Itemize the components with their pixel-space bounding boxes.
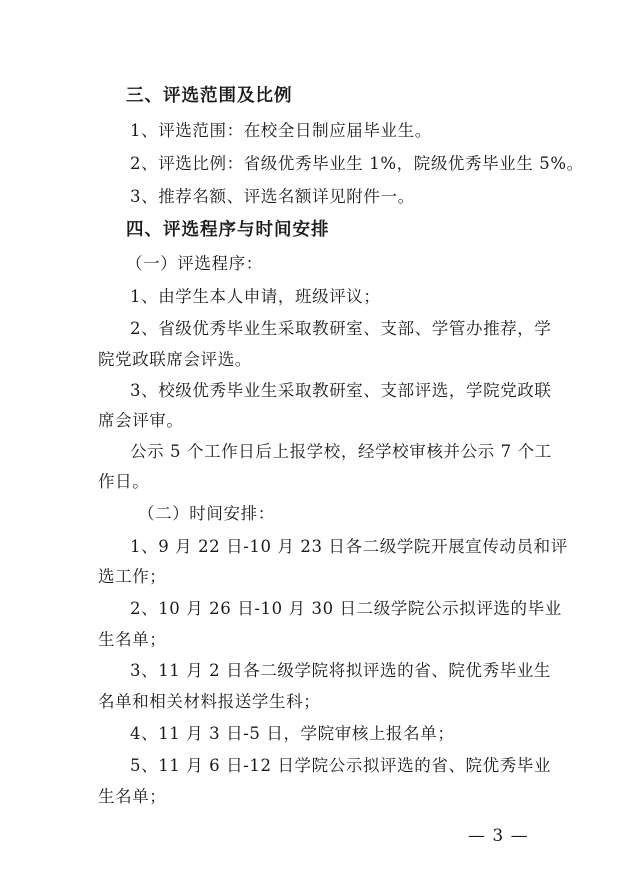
section3-heading: 三、评选范围及比例 <box>126 86 293 106</box>
procedure-item2-line2: 院党政联席会评选。 <box>98 350 252 369</box>
section4-heading: 四、评选程序与时间安排 <box>126 220 330 240</box>
procedure-note-line1: 公示 5 个工作日后上报学校，经学校审核并公示 7 个工 <box>130 442 552 461</box>
schedule-title: （二）时间安排： <box>138 504 275 523</box>
page-number: — 3 — <box>468 826 529 846</box>
schedule-item2-line1: 2、10 月 26 日-10 月 30 日二级学院公示拟评选的毕业 <box>130 599 562 618</box>
procedure-item3-line2: 席会评审。 <box>98 411 184 430</box>
procedure-item3-line1: 3、校级优秀毕业生采取教研室、支部评选，学院党政联 <box>130 381 552 400</box>
section3-item3: 3、推荐名额、评选名额详见附件一。 <box>130 187 415 206</box>
procedure-item1: 1、由学生本人申请，班级评议； <box>130 287 381 306</box>
schedule-item2-line2: 生名单； <box>98 630 167 649</box>
schedule-item4: 4、11 月 3 日-5 日，学院审核上报名单； <box>130 724 455 743</box>
section3-item2: 2、评选比例：省级优秀毕业生 1%，院级优秀毕业生 5%。 <box>130 154 584 173</box>
procedure-item2-line1: 2、省级优秀毕业生采取教研室、支部、学管办推荐，学 <box>130 319 552 338</box>
schedule-item3-line2: 名单和相关材料报送学生科； <box>98 692 321 711</box>
schedule-item5-line2: 生名单； <box>98 787 167 806</box>
procedure-note-line2: 作日。 <box>98 472 150 491</box>
schedule-item3-line1: 3、11 月 2 日各二级学院将拟评选的省、院优秀毕业生 <box>130 661 552 680</box>
schedule-item1-line1: 1、9 月 22 日-10 月 23 日各二级学院开展宣传动员和评 <box>130 537 568 556</box>
schedule-item1-line2: 选工作； <box>98 567 167 586</box>
section3-item1: 1、评选范围：在校全日制应届毕业生。 <box>130 121 432 140</box>
procedure-title: （一）评选程序： <box>126 254 263 273</box>
schedule-item5-line1: 5、11 月 6 日-12 日学院公示拟评选的省、院优秀毕业 <box>130 756 552 775</box>
